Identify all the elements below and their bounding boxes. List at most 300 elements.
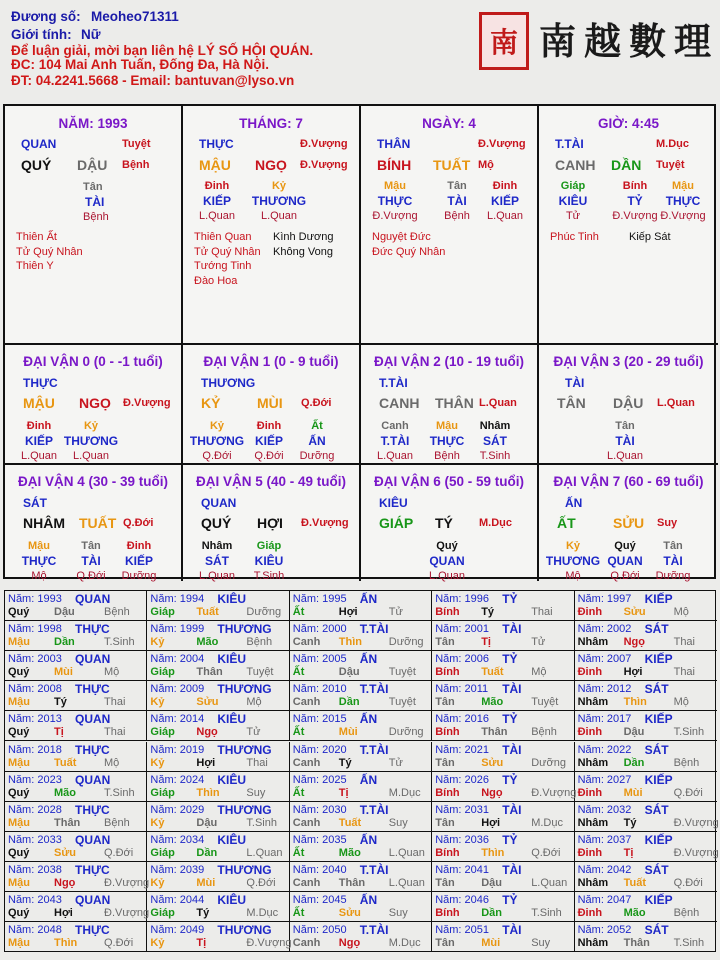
year-branch: Thân <box>623 937 650 950</box>
pillar-stem-state: Mộ <box>478 159 494 171</box>
year-label: Năm: 1995 <box>292 593 347 605</box>
year-state: Tử <box>246 726 261 739</box>
dai-van-branch: NGỌ <box>79 395 111 411</box>
pillar-title: GIỜ: 4:45 <box>597 116 660 131</box>
year-label: Năm: 2011 <box>435 683 489 696</box>
year-label: Năm: 2050 <box>292 924 347 937</box>
hidden-god: THỰC <box>377 194 413 208</box>
year-stem: Bính <box>435 907 460 919</box>
dai-van-god: THỰC <box>23 376 58 390</box>
year-stem: Quý <box>8 606 30 618</box>
year-branch: Dần <box>54 636 75 649</box>
year-god: TÀI <box>502 742 522 757</box>
year-state: Thai <box>673 666 695 679</box>
year-branch: Sửu <box>481 756 504 769</box>
star-item: Kình Dương <box>273 231 334 243</box>
year-state: Suy <box>388 816 408 829</box>
hidden-god: SÁT <box>205 554 229 568</box>
year-state: Bệnh <box>246 636 273 649</box>
hidden-stem: Nhâm <box>201 540 233 552</box>
year-cell <box>575 892 717 922</box>
hidden-state: Q.Đới <box>76 570 106 582</box>
hidden-stem: Mậu <box>28 540 50 552</box>
year-cell <box>5 621 147 651</box>
year-god: KIẾP <box>644 832 673 847</box>
year-cell <box>575 621 717 651</box>
year-stem: Bính <box>435 666 460 679</box>
hidden-stem: Đinh <box>126 540 152 552</box>
year-cell <box>5 651 147 681</box>
year-branch: Mão <box>481 696 504 709</box>
year-label: Năm: 2048 <box>8 924 62 937</box>
dai-van-stem: GIÁP <box>379 515 414 531</box>
hidden-stem: Đinh <box>26 420 52 432</box>
year-god: KIÊU <box>217 893 247 907</box>
year-state: M.Dục <box>246 907 279 919</box>
year-cell <box>575 832 717 862</box>
year-branch: Dậu <box>196 816 218 829</box>
dai-van-state: Q.Đới <box>301 397 332 409</box>
year-cell <box>290 591 432 621</box>
dai-van-branch: HỢI <box>257 515 283 531</box>
hidden-stem: Kỷ <box>271 180 287 192</box>
year-label: Năm: 2014 <box>150 713 205 726</box>
hidden-state: Bệnh <box>434 450 460 462</box>
year-label: Năm: 2015 <box>292 713 347 726</box>
year-god: TÀI <box>502 682 522 697</box>
year-god: SÁT <box>644 742 669 757</box>
year-branch: Thìn <box>481 846 505 859</box>
year-god: TỶ <box>502 652 518 667</box>
year-label: Năm: 2041 <box>435 863 489 876</box>
hidden-god: KIÊU <box>254 554 284 568</box>
hidden-stem: Quý <box>614 540 636 552</box>
year-cell <box>432 621 574 651</box>
year-state: Mộ <box>104 756 120 769</box>
year-cell <box>147 681 289 711</box>
star-item: Đào Hoa <box>194 274 238 287</box>
year-stem: Mậu <box>8 756 30 769</box>
year-state: Dưỡng <box>388 636 424 649</box>
hidden-god: TÀI <box>663 554 683 568</box>
year-stem: Nhâm <box>577 696 609 709</box>
year-state: Bệnh <box>673 756 700 769</box>
year-label: Năm: 2023 <box>8 773 62 786</box>
year-god: TÀI <box>502 802 522 817</box>
hidden-state: L.Quan <box>486 210 524 222</box>
year-stem: Ất <box>292 907 305 919</box>
star-item: Không Vong <box>273 245 333 258</box>
year-cell <box>290 621 432 651</box>
dai-van-branch: THÂN <box>435 395 474 411</box>
hidden-god: TÀI <box>447 194 467 208</box>
dai-van-god: TÀI <box>565 376 585 390</box>
hidden-stem: Tân <box>615 420 635 432</box>
year-label: Năm: 2035 <box>292 833 347 846</box>
year-state: Suy <box>531 937 551 950</box>
year-state: Bệnh <box>104 816 130 829</box>
year-stem: Giáp <box>150 726 175 739</box>
year-stem: Quý <box>8 726 30 739</box>
year-stem: Đinh <box>577 907 603 919</box>
year-branch: Dần <box>196 846 218 859</box>
year-stem: Ất <box>292 786 305 799</box>
year-label: Năm: 2013 <box>8 713 62 726</box>
year-god: SÁT <box>644 622 669 637</box>
year-label: Năm: 2022 <box>577 743 632 756</box>
year-state: Mộ <box>104 666 120 679</box>
year-state: Đ.Vượng <box>246 937 292 950</box>
year-branch: Hợi <box>338 606 358 618</box>
year-state: Mộ <box>531 666 547 679</box>
star-item: Kiếp Sát <box>629 231 671 243</box>
hidden-state: Mộ <box>31 570 47 582</box>
year-god: T.TÀI <box>359 802 389 817</box>
hidden-stem: Tân <box>81 540 101 552</box>
pillar-branch-state: Đ.Vượng <box>300 138 348 150</box>
year-cell <box>290 681 432 711</box>
year-stem: Mậu <box>8 636 30 649</box>
year-stem: Giáp <box>150 907 175 919</box>
year-cell <box>575 711 717 741</box>
annual-luck-table <box>4 590 719 952</box>
year-label: Năm: 2025 <box>292 773 347 786</box>
year-stem: Giáp <box>150 846 175 859</box>
year-god: THƯƠNG <box>217 742 272 757</box>
year-stem: Canh <box>292 937 321 950</box>
year-god: KIÊU <box>217 652 247 667</box>
year-stem: Đinh <box>577 846 603 859</box>
year-branch: Sửu <box>338 907 361 919</box>
year-branch: Tuất <box>623 876 646 889</box>
pillar-stem-state: Tuyệt <box>656 159 685 171</box>
year-state: Thai <box>104 696 126 709</box>
dai-van-title: ĐẠI VẬN 4 (30 - 39 tuổi) <box>17 474 169 489</box>
dai-van-god: ẤN <box>565 496 583 510</box>
year-branch: Thìn <box>338 636 363 649</box>
year-cell <box>432 862 574 892</box>
hidden-god: ẤN <box>308 434 326 448</box>
star-item: Tướng Tinh <box>194 260 252 272</box>
year-state: Đ.Vượng <box>673 816 719 829</box>
hidden-god: THỰC <box>665 194 701 208</box>
year-branch: Tý <box>338 756 352 769</box>
year-cell <box>432 711 574 741</box>
pillar-stem: CANH <box>555 157 596 173</box>
pillar-cell <box>539 106 718 345</box>
year-branch: Thìn <box>196 786 220 799</box>
year-state: Bệnh <box>531 726 557 739</box>
year-cell <box>5 862 150 892</box>
year-branch: Mão <box>338 846 361 859</box>
hidden-state: T.Sinh <box>253 570 285 582</box>
year-cell <box>575 772 717 802</box>
year-stem: Canh <box>292 816 321 829</box>
hidden-stem: Giáp <box>256 540 282 552</box>
phone-email-line: ĐT: 04.2241.5668 - Email: bantuvan@lyso.vn <box>11 73 295 88</box>
year-cell <box>5 892 150 922</box>
star-item: Phúc Tinh <box>550 231 599 243</box>
year-label: Năm: 2037 <box>577 833 632 846</box>
year-branch: Dậu <box>481 876 502 889</box>
hidden-god: KIẾP <box>490 194 520 208</box>
year-branch: Tuất <box>54 756 77 769</box>
year-god: ẤN <box>359 772 378 787</box>
year-god: SÁT <box>644 682 669 697</box>
brand-char: 數 <box>629 19 666 63</box>
year-cell <box>147 802 289 832</box>
year-cell <box>5 832 147 862</box>
year-branch: Ngọ <box>196 726 218 739</box>
year-stem: Canh <box>292 876 321 889</box>
year-god: ẤN <box>359 592 378 606</box>
year-stem: Ất <box>292 666 305 679</box>
star-item: Thiên Ất <box>16 231 57 243</box>
hidden-state: L.Quan <box>376 450 414 462</box>
year-god: QUAN <box>75 832 111 847</box>
year-branch: Tị <box>338 786 349 799</box>
year-branch: Mão <box>54 786 76 799</box>
year-branch: Tý <box>481 606 495 618</box>
dai-van-stem: MẬU <box>23 395 55 411</box>
hidden-stem: Kỷ <box>83 420 99 432</box>
year-label: Năm: 2031 <box>435 803 489 816</box>
hidden-state: Dưỡng <box>299 450 335 462</box>
dai-van-state: M.Dục <box>479 517 512 529</box>
year-stem: Bính <box>435 726 460 739</box>
year-state: Q.Đới <box>531 846 561 859</box>
year-cell <box>290 651 432 681</box>
year-cell <box>147 591 289 621</box>
hidden-stem: Kỷ <box>565 540 581 552</box>
year-branch: Dần <box>481 907 502 919</box>
hidden-state: L.Quan <box>428 570 466 582</box>
year-god: T.TÀI <box>359 622 389 637</box>
dai-van-stem: KỶ <box>201 395 221 411</box>
year-stem: Nhâm <box>577 636 609 649</box>
year-branch: Tý <box>196 907 210 919</box>
brand-title <box>535 6 715 70</box>
year-cell <box>290 711 432 741</box>
year-label: Năm: 2028 <box>8 803 62 816</box>
year-god: THỰC <box>75 742 110 757</box>
year-branch: Hợi <box>196 756 216 769</box>
year-stem: Kỷ <box>150 816 165 829</box>
year-state: Bệnh <box>673 907 700 919</box>
hidden-god: TỶ <box>627 194 643 208</box>
hidden-state: Bệnh <box>444 210 470 222</box>
dai-van-state: Đ.Vượng <box>301 517 349 529</box>
year-label: Năm: 2018 <box>8 743 62 756</box>
year-god: ẤN <box>359 652 378 667</box>
pillar-branch-state: Tuyệt <box>122 138 151 150</box>
hidden-state: Đ.Vượng <box>660 210 706 222</box>
year-god: THỰC <box>75 923 110 938</box>
year-branch: Hợi <box>481 816 501 829</box>
hidden-state: Đ.Vượng <box>372 210 418 222</box>
year-cell <box>147 651 289 681</box>
year-cell <box>290 802 432 832</box>
year-state: Đ.Vượng <box>673 846 719 859</box>
hidden-god: THỰC <box>429 434 465 448</box>
hidden-stem: Quý <box>436 540 458 552</box>
brand-char: 南 <box>539 19 576 63</box>
year-state: Suy <box>388 907 408 919</box>
year-branch: Hợi <box>54 907 73 919</box>
year-god: KIẾP <box>644 712 673 727</box>
year-god: ẤN <box>359 712 378 727</box>
year-god: T.TÀI <box>359 923 389 938</box>
dai-van-stem: QUÝ <box>201 515 232 531</box>
year-label: Năm: 2045 <box>292 894 347 906</box>
hidden-state: Dưỡng <box>655 570 691 582</box>
year-label: Năm: 2009 <box>150 683 205 696</box>
year-stem: Quý <box>8 666 30 679</box>
year-label: Năm: 2010 <box>292 683 347 696</box>
pillar-main-god: THÂN <box>377 137 411 151</box>
year-god: THƯƠNG <box>217 802 272 817</box>
pillar-stem: MẬU <box>199 157 231 173</box>
pillar-main-god: T.TÀI <box>555 137 584 151</box>
year-stem: Tân <box>435 876 455 889</box>
year-state: Thai <box>531 606 553 618</box>
hidden-stem: Kỷ <box>209 420 225 432</box>
dai-van-branch: SỬU <box>613 515 645 531</box>
year-stem: Đinh <box>577 606 603 618</box>
dai-van-state: L.Quan <box>479 397 517 409</box>
hidden-stem: Canh <box>381 420 409 432</box>
year-cell <box>5 681 147 711</box>
year-cell <box>290 772 432 802</box>
year-cell <box>290 832 432 862</box>
year-state: Q.Đới <box>673 786 703 799</box>
year-state: Mộ <box>246 696 262 709</box>
year-god: SÁT <box>644 862 669 877</box>
pillar-branch: DẦN <box>611 157 642 173</box>
year-god: THƯƠNG <box>217 682 272 697</box>
year-stem: Nhâm <box>577 876 609 889</box>
year-label: Năm: 2040 <box>292 863 347 876</box>
year-state: L.Quan <box>246 846 283 859</box>
hidden-god: QUAN <box>429 554 465 568</box>
year-cell <box>5 711 147 741</box>
hidden-state: Q.Đới <box>202 450 232 462</box>
dai-van-god: THƯƠNG <box>201 376 256 390</box>
ma-so-line: Đương số: Meoheo71311 <box>11 9 179 24</box>
year-state: Tử <box>388 756 403 769</box>
year-god: KIẾP <box>644 772 673 787</box>
year-label: Năm: 2020 <box>292 743 347 756</box>
year-branch: Thìn <box>623 696 647 709</box>
year-god: QUAN <box>75 893 111 907</box>
dai-van-god: KIÊU <box>379 496 408 510</box>
year-god: KIÊU <box>217 592 247 606</box>
year-state: Q.Đới <box>246 876 276 889</box>
hidden-stem: Bính <box>622 180 648 192</box>
year-cell <box>432 892 574 922</box>
year-stem: Đinh <box>577 726 603 739</box>
year-god: THƯƠNG <box>217 622 272 637</box>
year-state: T.Sinh <box>104 636 135 649</box>
year-branch: Dần <box>338 696 360 709</box>
year-label: Năm: 2019 <box>150 743 205 756</box>
year-stem: Kỷ <box>150 756 165 769</box>
dai-van-cell <box>361 345 539 465</box>
year-cell <box>5 591 147 621</box>
year-cell <box>147 892 289 922</box>
year-stem: Nhâm <box>577 816 609 829</box>
year-stem: Tân <box>435 636 455 649</box>
year-branch: Thân <box>54 816 81 829</box>
year-label: Năm: 2003 <box>8 653 62 666</box>
brand-char: 理 <box>674 19 711 63</box>
year-label: Năm: 2016 <box>435 713 489 726</box>
year-cell <box>290 862 432 892</box>
year-god: TÀI <box>502 622 522 637</box>
year-branch: Ngọ <box>623 636 645 649</box>
hidden-state: Bệnh <box>83 211 109 223</box>
dai-van-title: ĐẠI VẬN 5 (40 - 49 tuổi) <box>195 474 347 489</box>
dai-van-state: Đ.Vượng <box>123 397 171 409</box>
year-stem: Bính <box>435 786 460 799</box>
year-stem: Mậu <box>8 816 30 829</box>
year-god: T.TÀI <box>359 862 389 877</box>
hidden-god: THƯƠNG <box>545 554 601 568</box>
year-label: Năm: 2026 <box>435 773 489 786</box>
year-branch: Tuất <box>481 666 504 679</box>
year-label: Năm: 2021 <box>435 743 489 756</box>
year-god: TỶ <box>502 893 518 907</box>
hidden-stem: Tân <box>663 540 683 552</box>
year-label: Năm: 1996 <box>435 593 489 605</box>
hidden-state: L.Quan <box>198 210 236 222</box>
year-god: KIÊU <box>217 712 247 727</box>
hidden-state: T.Sinh <box>479 450 511 462</box>
year-label: Năm: 2046 <box>435 894 489 906</box>
pillar-branch: NGỌ <box>255 157 287 173</box>
pillar-cell <box>183 106 361 345</box>
year-label: Năm: 2036 <box>435 833 489 846</box>
year-cell <box>575 802 717 832</box>
dai-van-stem: TÂN <box>557 395 586 411</box>
hidden-god: KIẾP <box>24 434 54 448</box>
year-stem: Tân <box>435 756 455 769</box>
dai-van-god: QUAN <box>201 496 237 510</box>
year-cell <box>432 742 574 772</box>
hidden-god: SÁT <box>483 434 507 448</box>
year-branch: Tị <box>623 846 634 859</box>
year-state: Mộ <box>673 696 689 709</box>
year-god: TÀI <box>502 862 522 877</box>
year-god: THƯƠNG <box>217 862 272 877</box>
hidden-state: Q.Đới <box>254 450 284 462</box>
hidden-god: KIẾP <box>254 434 284 448</box>
year-state: M.Dục <box>531 816 563 829</box>
year-god: ẤN <box>359 893 378 907</box>
hidden-god: QUAN <box>607 554 643 568</box>
pillar-stem-state: Đ.Vượng <box>300 159 348 171</box>
hidden-god: TÀI <box>85 195 105 209</box>
year-label: Năm: 2032 <box>577 803 632 816</box>
year-state: T.Sinh <box>673 937 705 950</box>
year-stem: Đinh <box>577 786 603 799</box>
year-cell <box>432 681 574 711</box>
dai-van-branch: TÝ <box>435 515 453 531</box>
year-label: Năm: 2012 <box>577 683 632 696</box>
year-state: L.Quan <box>531 876 568 889</box>
year-state: Q.Đới <box>104 937 134 950</box>
year-god: THỰC <box>75 862 110 877</box>
